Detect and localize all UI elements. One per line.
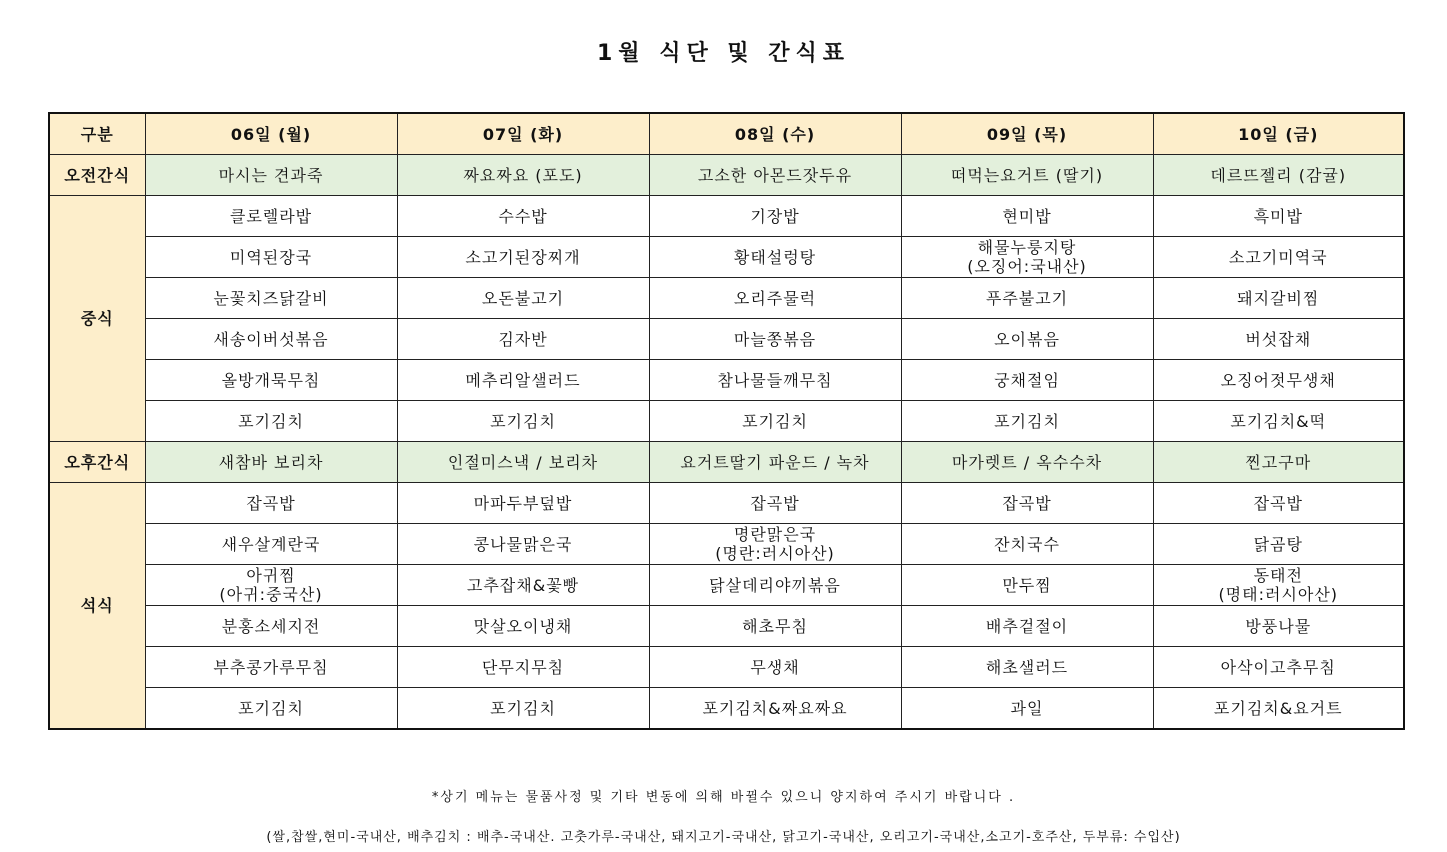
menu-cell: 포기김치 xyxy=(397,688,649,730)
menu-cell: 클로렐라밥 xyxy=(145,196,397,237)
menu-cell: 잡곡밥 xyxy=(649,483,901,524)
menu-cell: 찐고구마 xyxy=(1153,442,1404,483)
lunch-row xyxy=(49,360,1404,401)
cell-line: 아귀찜 xyxy=(246,566,296,585)
notice-text: *상기 메뉴는 물품사정 및 기타 변동에 의해 바뀔수 있으니 양지하여 주시기 바랍니다 . xyxy=(431,790,1016,805)
menu-cell: 해초무침 xyxy=(649,606,901,647)
menu-cell: 인절미스낵 / 보리차 xyxy=(397,442,649,483)
menu-cell xyxy=(1153,565,1404,606)
am-snack-row xyxy=(49,155,1404,196)
menu-cell: 미역된장국 xyxy=(145,237,397,278)
menu-cell: 포기김치 xyxy=(145,688,397,730)
menu-cell: 버섯잡채 xyxy=(1153,319,1404,360)
menu-cell: 현미밥 xyxy=(901,196,1153,237)
menu-cell: 잔치국수 xyxy=(901,524,1153,565)
menu-cell: 닭살데리야끼볶음 xyxy=(649,565,901,606)
menu-cell: 수수밥 xyxy=(397,196,649,237)
header-cell: 10일 (금) xyxy=(1153,113,1404,155)
menu-cell: 마가렛트 / 옥수수차 xyxy=(901,442,1153,483)
menu-cell: 마파두부덮밥 xyxy=(397,483,649,524)
menu-cell: 돼지갈비찜 xyxy=(1153,278,1404,319)
dinner-row xyxy=(49,606,1404,647)
menu-cell: 오징어젓무생채 xyxy=(1153,360,1404,401)
menu-cell: 해초샐러드 xyxy=(901,647,1153,688)
menu-cell xyxy=(649,524,901,565)
dinner-row xyxy=(49,688,1404,730)
dinner-row xyxy=(49,647,1404,688)
menu-cell: 마늘쫑볶음 xyxy=(649,319,901,360)
header-cell: 09일 (목) xyxy=(901,113,1153,155)
cell-line: (명태:러시아산) xyxy=(1218,585,1339,604)
category-label: 오전간식 xyxy=(49,155,145,196)
menu-cell: 오리주물럭 xyxy=(649,278,901,319)
menu-cell: 올방개묵무침 xyxy=(145,360,397,401)
menu-cell: 새송이버섯볶음 xyxy=(145,319,397,360)
menu-cell: 배추겉절이 xyxy=(901,606,1153,647)
cell-line: (명란:러시아산) xyxy=(715,544,835,563)
menu-cell: 포기김치 xyxy=(397,401,649,442)
menu-cell: 잡곡밥 xyxy=(901,483,1153,524)
menu-cell: 닭곰탕 xyxy=(1153,524,1404,565)
header-cell: 07일 (화) xyxy=(397,113,649,155)
menu-cell: 마시는 견과죽 xyxy=(145,155,397,196)
menu-cell xyxy=(145,565,397,606)
menu-cell: 포기김치 xyxy=(649,401,901,442)
menu-cell xyxy=(901,237,1153,278)
header-cell: 06일 (월) xyxy=(145,113,397,155)
cell-line: 명란맑은국 xyxy=(733,525,817,544)
menu-cell: 만두찜 xyxy=(901,565,1153,606)
menu-cell: 맛살오이냉채 xyxy=(397,606,649,647)
cell-line: (아귀:중국산) xyxy=(219,585,323,604)
cell-line: 해물누룽지탕 xyxy=(977,238,1077,257)
category-label: 중식 xyxy=(49,196,145,442)
cell-line: (오징어:국내산) xyxy=(967,257,1087,276)
menu-cell: 궁채절임 xyxy=(901,360,1153,401)
menu-cell: 메추리알샐러드 xyxy=(397,360,649,401)
menu-cell: 분홍소세지전 xyxy=(145,606,397,647)
menu-cell: 요거트딸기 파운드 / 녹차 xyxy=(649,442,901,483)
menu-cell: 잡곡밥 xyxy=(145,483,397,524)
menu-cell: 새우살계란국 xyxy=(145,524,397,565)
menu-cell: 잡곡밥 xyxy=(1153,483,1404,524)
page-title: 1월 식단 및 간식표 xyxy=(596,41,851,66)
menu-cell: 떠먹는요거트 (딸기) xyxy=(901,155,1153,196)
menu-cell: 새참바 보리차 xyxy=(145,442,397,483)
lunch-row xyxy=(49,319,1404,360)
menu-cell: 포기김치&떡 xyxy=(1153,401,1404,442)
menu-cell: 방풍나물 xyxy=(1153,606,1404,647)
category-label: 오후간식 xyxy=(49,442,145,483)
menu-cell: 소고기미역국 xyxy=(1153,237,1404,278)
menu-cell: 짜요짜요 (포도) xyxy=(397,155,649,196)
menu-cell: 포기김치&요거트 xyxy=(1153,688,1404,730)
menu-cell: 포기김치 xyxy=(145,401,397,442)
menu-cell: 고추잡채&꽃빵 xyxy=(397,565,649,606)
menu-cell: 단무지무침 xyxy=(397,647,649,688)
menu-cell: 콩나물맑은국 xyxy=(397,524,649,565)
menu-cell: 부추콩가루무침 xyxy=(145,647,397,688)
menu-cell: 데르뜨젤리 (감귤) xyxy=(1153,155,1404,196)
menu-cell: 포기김치&짜요짜요 xyxy=(649,688,901,730)
menu-cell: 오돈불고기 xyxy=(397,278,649,319)
menu-cell: 고소한 아몬드잣두유 xyxy=(649,155,901,196)
lunch-row xyxy=(49,401,1404,442)
dinner-row xyxy=(49,565,1404,606)
menu-table xyxy=(48,112,1405,730)
header-cell: 구분 xyxy=(49,113,145,155)
category-label: 석식 xyxy=(49,483,145,730)
cell-line: 동태전 xyxy=(1253,566,1303,585)
lunch-row xyxy=(49,278,1404,319)
pm-snack-row xyxy=(49,442,1404,483)
header-row xyxy=(49,113,1404,155)
menu-cell: 아삭이고추무침 xyxy=(1153,647,1404,688)
menu-cell: 포기김치 xyxy=(901,401,1153,442)
origin-text: (쌀,찹쌀,현미-국내산, 배추김치 : 배추-국내산. 고춧가루-국내산, 돼지고기-국내산, 닭고기-국내산, 오리고기-국내산,소고기-호주산, 두부류: 수입산) xyxy=(266,830,1181,845)
menu-cell: 참나물들깨무침 xyxy=(649,360,901,401)
dinner-row xyxy=(49,483,1404,524)
menu-cell: 흑미밥 xyxy=(1153,196,1404,237)
lunch-row xyxy=(49,237,1404,278)
menu-cell: 황태설렁탕 xyxy=(649,237,901,278)
menu-cell: 소고기된장찌개 xyxy=(397,237,649,278)
menu-cell: 푸주불고기 xyxy=(901,278,1153,319)
menu-cell: 무생채 xyxy=(649,647,901,688)
menu-cell: 오이볶음 xyxy=(901,319,1153,360)
menu-cell: 과일 xyxy=(901,688,1153,730)
menu-cell: 김자반 xyxy=(397,319,649,360)
menu-cell: 눈꽃치즈닭갈비 xyxy=(145,278,397,319)
dinner-row xyxy=(49,524,1404,565)
menu-cell: 기장밥 xyxy=(649,196,901,237)
header-cell: 08일 (수) xyxy=(649,113,901,155)
lunch-row xyxy=(49,196,1404,237)
